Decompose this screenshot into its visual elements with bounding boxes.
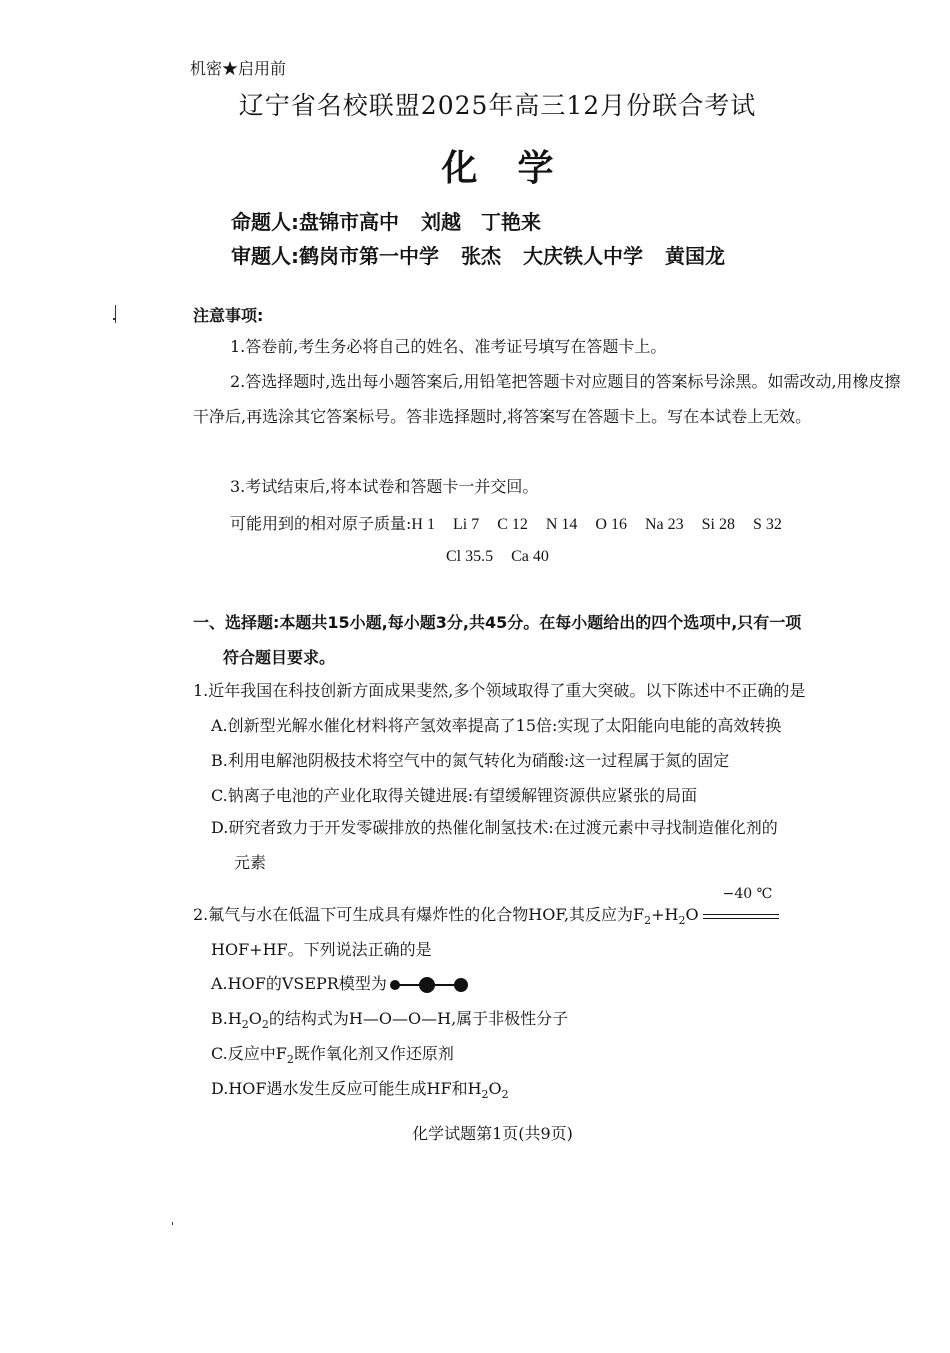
q2-stem-text-1: 2.氟气与水在低温下可生成具有爆炸性的化合物HOF,其反应为F	[193, 905, 645, 924]
q2-b-sub-1: 2	[241, 1018, 249, 1032]
reviewer-label: 审题人:鹤岗市第一中学	[231, 244, 439, 268]
q2-option-a-text: A.HOF的VSEPR模型为	[211, 974, 387, 993]
subject-title: 化学	[441, 148, 594, 189]
question-2-stem-line-2: HOF+HF。下列说法正确的是	[211, 940, 432, 959]
section-1-heading-line-1: 一、选择题:本题共15小题,每小题3分,共45分。在每小题给出的四个选项中,只有一项	[193, 613, 802, 632]
q2-sub-1: 2	[644, 914, 652, 928]
secret-label: 机密★启用前	[190, 59, 287, 78]
scan-mark	[172, 1222, 173, 1225]
reviewer-line	[231, 240, 725, 269]
question-1-option-d-line-2: 元素	[234, 853, 267, 872]
question-1-option-b: B.利用电解池阴极技术将空气中的氮气转化为硝酸:这一过程属于氮的固定	[211, 751, 730, 770]
question-2-option-c	[211, 1041, 454, 1066]
scan-mark	[113, 318, 115, 320]
atomic-mass-entry: H 1	[411, 516, 435, 533]
setter-line	[231, 206, 541, 235]
atomic-mass-line-1	[230, 511, 800, 534]
q2-d-text-1: D.HOF遇水发生反应可能生成HF和H	[211, 1079, 482, 1098]
atomic-mass-entry: O 16	[595, 516, 627, 533]
notice-heading: 注意事项:	[193, 306, 264, 325]
setter-label: 命题人:盘锦市高中	[231, 210, 399, 234]
atomic-mass-entry: Li 7	[452, 516, 480, 533]
question-2-option-a	[211, 971, 469, 995]
question-2-option-d	[211, 1076, 509, 1101]
q2-b-text-2: O	[248, 1009, 262, 1028]
question-1-option-a: A.创新型光解水催化材料将产氢效率提高了15倍:实现了太阳能向电能的高效转换	[211, 716, 782, 735]
scan-mark	[115, 305, 116, 323]
atomic-mass-entry: S 32	[752, 516, 782, 533]
setter-names: 刘越 丁艳来	[421, 210, 541, 234]
section-1-heading-line-2: 符合题目要求。	[223, 648, 336, 667]
q2-b-text-3: 的结构式为H—O—O—H,属于非极性分子	[268, 1009, 569, 1028]
vsepr-model-icon	[389, 975, 469, 995]
notice-item-1: 1.答卷前,考生务必将自己的姓名、准考证号填写在答题卡上。	[230, 337, 667, 356]
reaction-arrow	[703, 885, 779, 924]
q2-c-sub-1: 2	[286, 1053, 294, 1067]
atomic-mass-entry: C 12	[497, 516, 528, 533]
notice-item-2: 2.答选择题时,选出每小题答案后,用铅笔把答题卡对应题目的答案标号涂黑。如需改动,用橡皮擦干净后,再选涂其它答案标号。答非选择题时,将答案写在答题卡上。写在本试卷上无效。	[193, 372, 901, 426]
question-2-stem	[193, 885, 779, 928]
q2-d-sub-2: 2	[501, 1088, 509, 1102]
page-footer: 化学试题第1页(共9页)	[412, 1124, 573, 1143]
reviewer-name-2: 黄国龙	[665, 244, 725, 268]
reviewer-school-2: 大庆铁人中学	[523, 244, 643, 268]
q2-c-text-2: 既作氧化剂又作还原剂	[293, 1044, 454, 1063]
notice-item-3: 3.考试结束后,将本试卷和答题卡一并交回。	[230, 477, 539, 496]
question-1-option-c: C.钠离子电池的产业化取得关键进展:有望缓解锂资源供应紧张的局面	[211, 786, 698, 805]
atomic-mass-entry: Cl 35.5	[446, 548, 494, 565]
exam-title: 辽宁省名校联盟2025年高三12月份联合考试	[238, 91, 757, 120]
q2-b-text-1: B.H	[211, 1009, 242, 1028]
q2-d-sub-1: 2	[481, 1088, 489, 1102]
question-1-option-d	[211, 810, 908, 880]
question-1-option-d-line-1: D.研究者致力于开发零碳排放的热催化制氢技术:在过渡元素中寻找制造催化剂的	[211, 818, 778, 837]
atomic-mass-label: 可能用到的相对原子质量:	[230, 514, 412, 533]
atomic-mass-entry: N 14	[545, 516, 578, 533]
q2-sub-2: 2	[678, 914, 686, 928]
q2-stem-text-2: +H	[651, 905, 679, 924]
q2-b-sub-2: 2	[261, 1018, 269, 1032]
section-1-heading	[193, 605, 908, 675]
question-2-option-b	[211, 1006, 568, 1031]
reviewer-name-1: 张杰	[461, 244, 501, 268]
reaction-condition: −40 ℃	[722, 885, 773, 902]
atomic-mass-entry: Si 28	[701, 516, 735, 533]
q2-stem-text-3: O	[685, 905, 699, 924]
q2-d-text-2: O	[488, 1079, 502, 1098]
atomic-mass-entry: Ca 40	[511, 548, 549, 565]
atomic-mass-line-2	[446, 546, 567, 566]
question-1-stem: 1.近年我国在科技创新方面成果斐然,多个领域取得了重大突破。以下陈述中不正确的是	[193, 681, 806, 700]
atomic-mass-entry: Na 23	[644, 516, 684, 533]
q2-c-text-1: C.反应中F	[211, 1044, 287, 1063]
